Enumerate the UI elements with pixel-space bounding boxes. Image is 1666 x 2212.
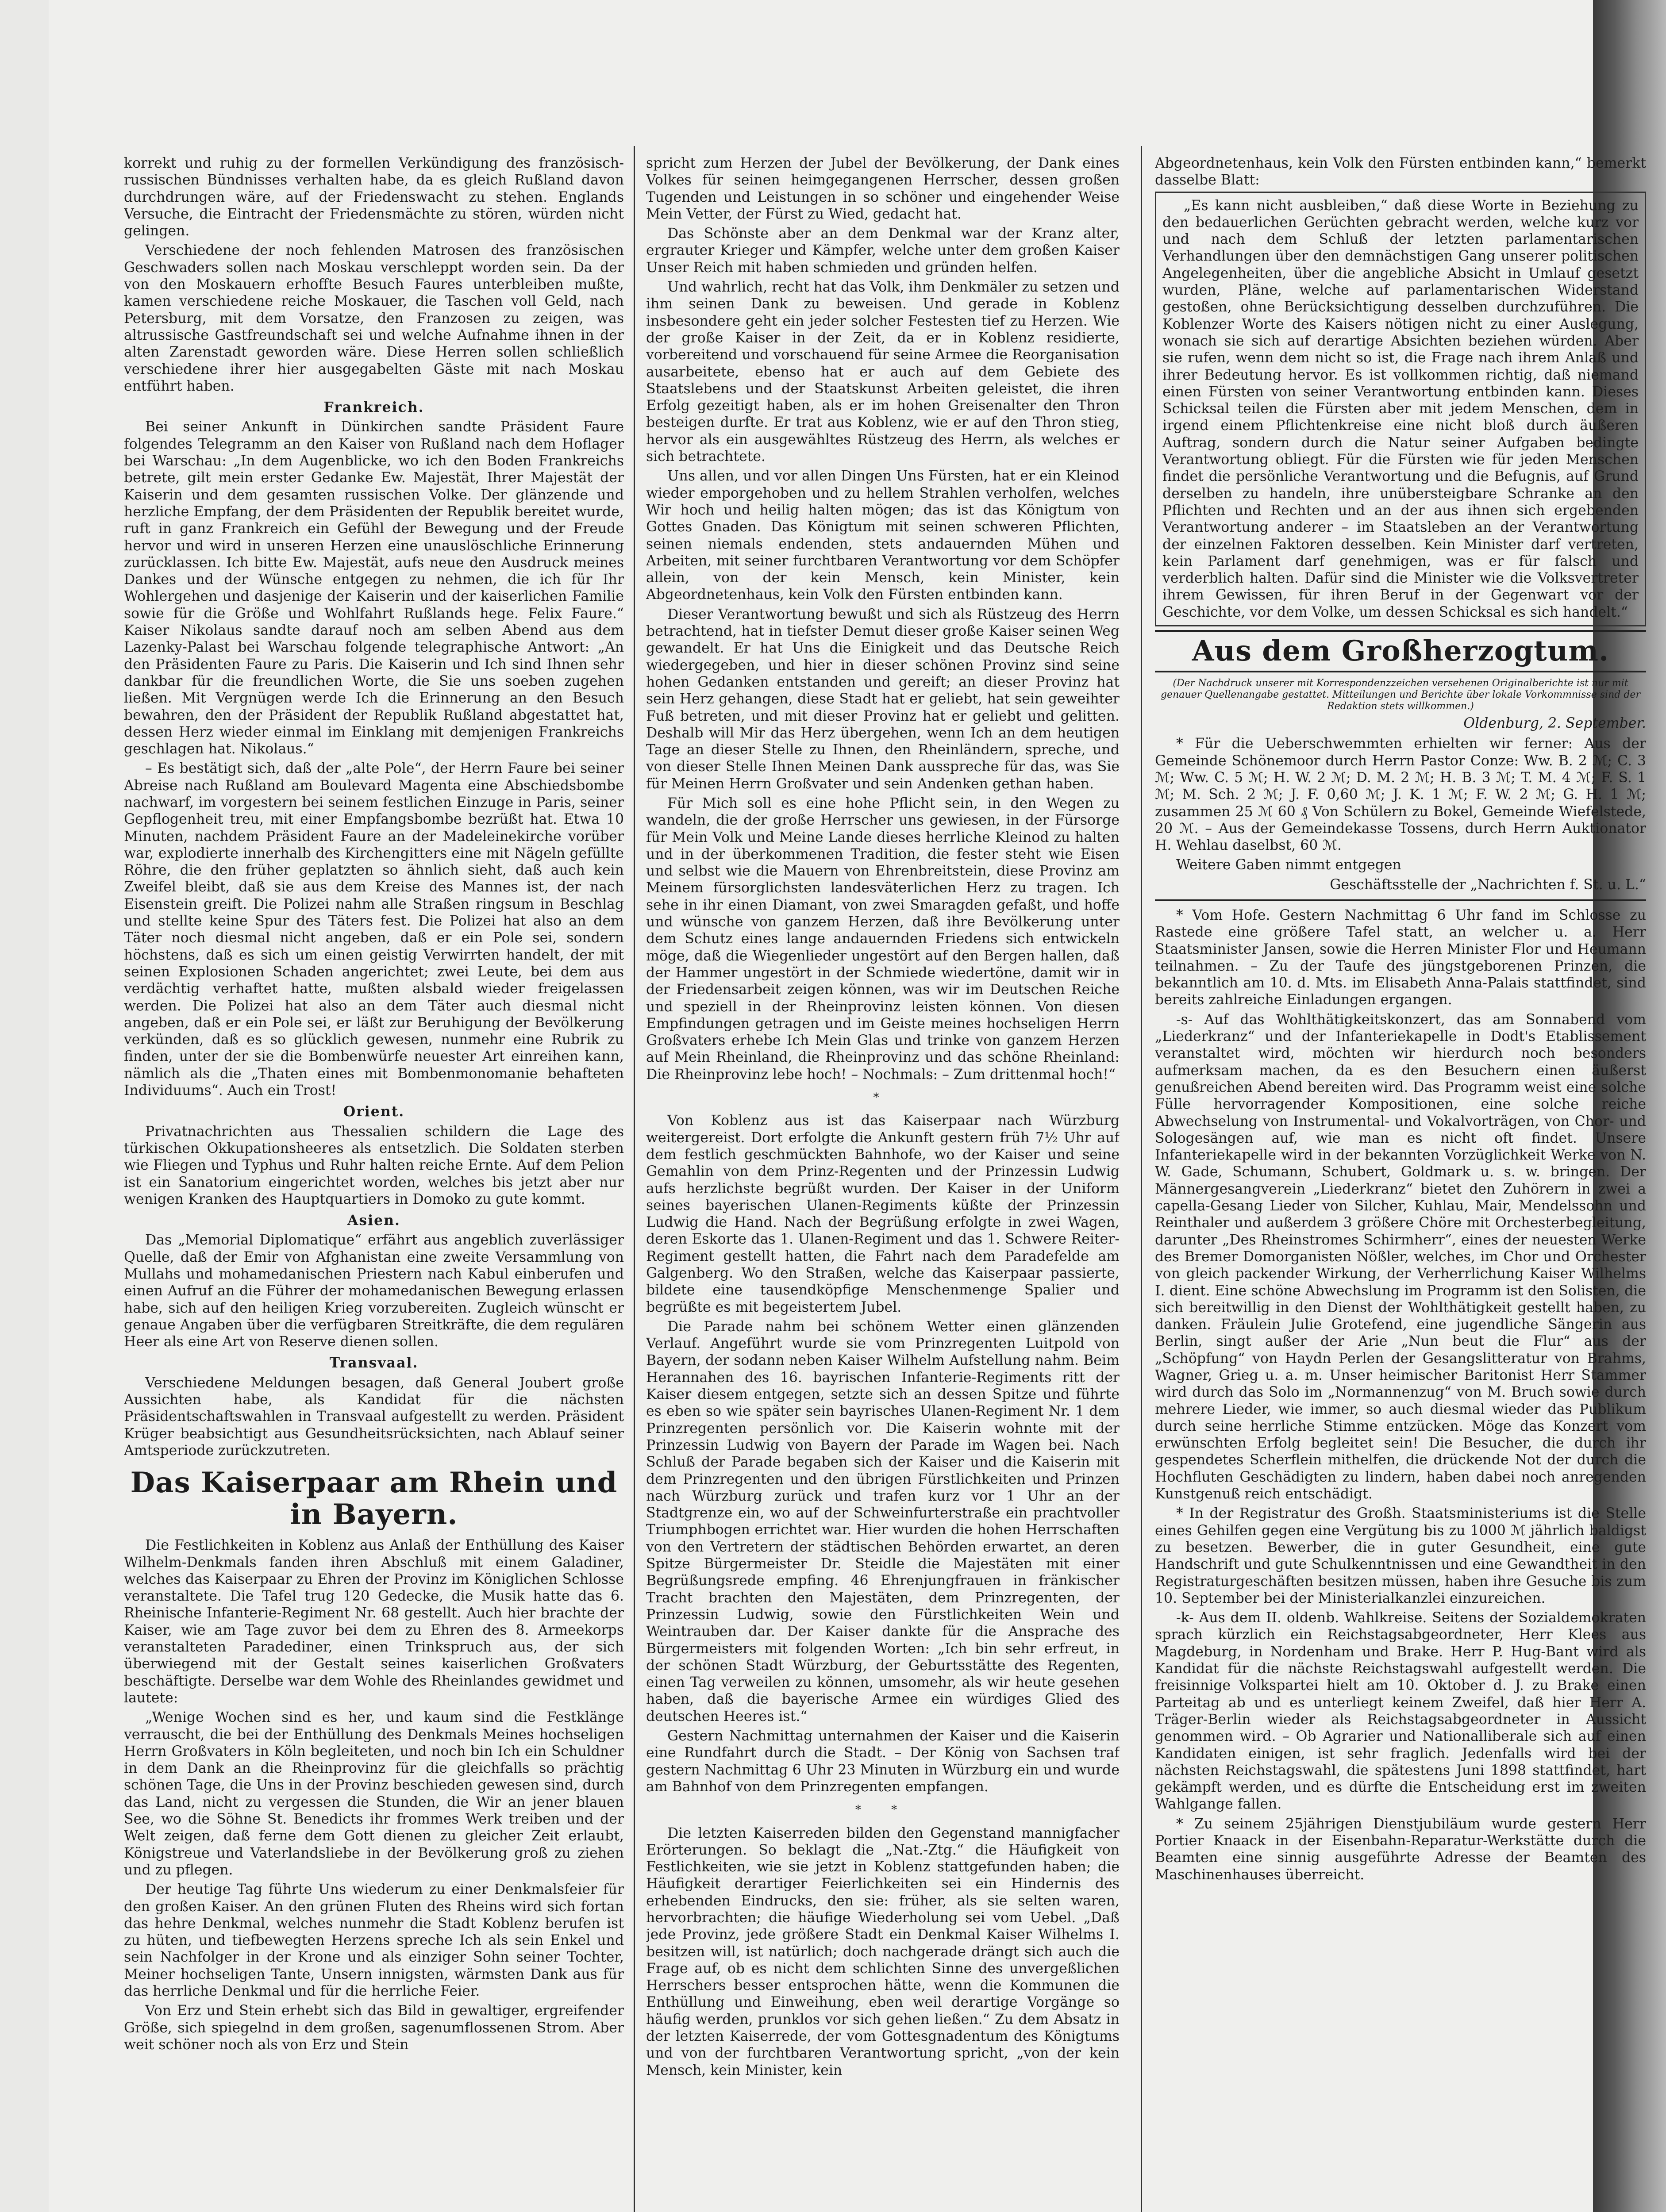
section-subheading: Asien. bbox=[347, 1212, 401, 1229]
article-paragraph: -s- Auf das Wohlthätigkeitskonzert, das am Sonnabend vom „Liederkranz“ und der Infanteriekapelle in Dodt's Etablissement veranstaltet wird, möchten wir hierdurch noch besonders aufmerksam machen, da es den Besuchern einen äußerst genußreichen Abend bereiten wird. Das Programm weist eine solche Fülle hervorragender Kompositionen, eine solche reiche Abwechselung von Instrumental- und Vokalvorträgen, von Chor- und Sologesängen auf, wie man es nicht oft findet. Unsere Infanteriekapelle wird in der bekannten Vorzüglichkeit Werke von N. W. Gade, Schumann, Schubert, Goldmark u. s. w. bringen. Der Männergesangverein „Liederkranz“ bietet den Zuhörern in zwei a capella-Gesang Lieder von Silcher, Kuhlau, Mair, Mendelssohn und Reinthaler und außerdem 3 größere Chöre mit Orchesterbegleitung, darunter „Des Rheinstromes Schirmherr“, eines der neuesten Werke des Bremer Domorganisten Nößler, welches, im Chor und Orchester von gleich packender Wirkung, der Verherrlichung Kaiser Wilhelms I. dient. Eine schöne Abwechslung im Programm ist den Solisten, die sich bereitwillig in den Dienst der Wohlthätigkeit gestellt haben, zu danken. Fräulein Julie Grotefend, eine jugendliche Sängerin aus Berlin, singt außer der Arie „Nun beut die Flur“ aus der „Schöpfung“ von Haydn Perlen der Gesangslitteratur von Brahms, Wagner, Grieg u. a. m. Unser heimischer Baritonist Herr Stammer wird durch das Solo im „Normannenzug“ von M. Bruch sowie durch mehrere Lieder, wie immer, so auch diesmal wieder das Publikum durch seine herrliche Stimme entzücken. Möge das Konzert vom erwünschten Erfolg begleitet sein! Die Besucher, die durch ihr gespendetes Scherflein mithelfen, die drückende Not der durch die Hochfluten Geschädigten zu lindern, haben dabei noch anregenden Kunstgenuß reich entschädigt. bbox=[1155, 1011, 1646, 1502]
column-3 bbox=[1155, 155, 1646, 2212]
article-paragraph: Von Erz und Stein erhebt sich das Bild in gewaltiger, ergreifender Größe, sich spiegelnd in dem großen, sagenumflossenen Strom. Aber weit schöner noch als von Erz und Stein bbox=[124, 2003, 624, 2053]
article-paragraph: – Es bestätigt sich, daß der „alte Pole“, der Herrn Faure bei seiner Abreise nach Rußland am Boulevard Magenta eine Abschiedsbombe nachwarf, im vorgestern bei seinem festlichen Einzuge in Paris, seiner Gepflogenheit treu, mit einer Empfangsbombe bezrüßt hat. Etwa 10 Minuten, nachdem Präsident Faure an der Madeleinekirche vorüber war, explodierte innerhalb des Kirchengitters eine mit Nägeln gefüllte Röhre, die den früher geplatzten so ähnlich sieht, daß auch kein Zweifel bleibt, daß sie aus dem Kreise des Mannes ist, der nach Eisenstein greift. Die Polizei nahm alle Straßen ringsum in Beschlag und stellte keine Spur des Täters fest. Die Polizei hat also an dem Täter noch diesmal nicht angeben, daß er ein Pole sei, sondern höchstens, daß es sich um einen geistig Verwirrten handelt, der mit seinen Explosionen Schaden angerichtet; zwei Leute, bei dem aus verdächtig verhaftet hatte, mußten alsbald wieder freigelassen werden. Die Polizei hat also an dem Täter auch diesmal nicht angeben, daß er ein Pole sei, er läßt zur Beruhigung der Bevölkerung verkünden, daß es so glücklich gewesen, nunmehr eine Rubrik zu finden, unter der sie die Bombenwürfe neuester Art einreihen kann, nämlich als die „Thaten eines mit Bombenmonomanie behafteten Individuums“. Auch ein Trost! bbox=[124, 760, 624, 1099]
article-paragraph: Uns allen, und vor allen Dingen Uns Fürsten, hat er ein Kleinod wieder emporgehoben und zu hellem Strahlen verholfen, welches Wir hoch und heilig halten mögen; das ist das Königtum von Gottes Gnaden. Das Königtum mit seinen schweren Pflichten, seinen niemals endenden, stets andauernden Mühen und Arbeiten, mit seiner furchtbaren Verantwortung vor dem Schöpfer allein, von der kein Mensch, kein Minister, kein Abgeordnetenhaus, kein Volk den Fürsten entbinden kann. bbox=[646, 468, 1120, 603]
section-subheading: Frankreich. bbox=[323, 399, 424, 416]
article-paragraph: Die letzten Kaiserreden bilden den Gegenstand mannigfacher Erörterungen. So beklagt die „Nat.-Ztg.“ die Häufigkeit von Festlichkeiten, wie sie jetzt in Koblenz stattgefunden haben; die Häufigkeit derartiger Feierlichkeiten sei ein Hindernis des erhebenden Eindrucks, den sie: früher, als sie selten waren, hervorbrachten; die häufige Wiederholung sei vom Uebel. „Daß jede Provinz, jede größere Stadt ein Denkmal Kaiser Wilhelms I. besitzen will, ist natürlich; doch nachgerade drängt sich auch die Frage auf, ob es nicht dem schlichten Sinne des unvergeßlichen Herrschers besser entsprochen hätte, wenn die Kommunen die Enthüllung und Einweihung, eben weil derartige Vorgänge so häufig werden, prunklos vor sich gehen ließen.“ Zu dem Absatz in der letzten Kaiserrede, der vom Gottesgnadentum des Königtums und von der furchtbaren Verantwortung spricht, „von der kein Mensch, kein Minister, kein bbox=[646, 1825, 1120, 2078]
article-paragraph: „Wenige Wochen sind es her, und kaum sind die Festklänge verrauscht, die bei der Enthüllung des Denkmals Meines hochseligen Herrn Großvaters in Köln begleiteten, und noch bin Ich ein Schuldner in dem Dank an die Rheinprovinz für die gleichfalls so prächtig schönen Tage, die Uns in der Provinz beschieden gewesen sind, durch das Land, nicht zu vergessen die Stunden, die Wir an jener blauen See, wo die Söhne St. Benedicts ihr frommes Werk treiben und der Welt zeigen, daß ferne dem Gott dienen zu gleicher Zeit erlaubt, Königstreue und Vaterlandsliebe in der Bevölkerung groß zu ziehen und zu pflegen. bbox=[124, 1709, 624, 1878]
article-paragraph: * Für die Ueberschwemmten erhielten wir ferner: Aus der Gemeinde Schönemoor durch Herrn Pastor Conze: Ww. B. 2 ℳ; C. 3 ℳ; Ww. C. 5 ℳ; H. W. 2 ℳ; D. M. 2 ℳ; H. B. 3 ℳ; T. M. 4 ℳ; F. S. 1 ℳ; M. Sch. 2 ℳ; J. F. 0,60 ℳ; J. K. 1 ℳ; F. W. 2 ℳ; G. H. 1 ℳ; zusammen 25 ℳ 60 ₰ Von Schülern zu Bokel, Gemeinde Wiefelstede, 20 ℳ. – Aus der Gemeindekasse Tossens, durch Herrn Auktionator H. Wehlau daselbst, 60 ℳ. bbox=[1155, 736, 1646, 854]
article-paragraph: „Es kann nicht ausbleiben,“ daß diese Worte in Beziehung zu den bedauerlichen Gerüchten gebracht werden, welche kurz vor und nach dem Schluß der letzten parlamentarischen Verhandlungen über den demnächstigen Gang unserer politischen Angelegenheiten, über die angebliche Absicht in Umlauf gesetzt wurden, Pläne, welche auf parlamentarischen Widerstand gestoßen, ohne Berücksichtigung desselben durchzuführen. Die Koblenzer Worte des Kaisers nötigen nicht zu einer Auslegung, wonach sie sich auf derartige Absichten beziehen würden. Aber sie rufen, wenn dem nicht so ist, die Frage nach ihrem Anlaß und ihrer Bedeutung hervor. Es ist vollkommen richtig, daß niemand einen Fürsten von seiner Verantwortung entbinden kann. Dieses Schicksal teilen die Fürsten aber mit jedem Menschen, dem in irgend einem Pflichtenkreise eine nicht bloß durch äußeren Auftrag, sondern durch die Natur seiner Aufgaben bedingte Verantwortung obliegt. Für die Fürsten wie für jeden Menschen findet die persönliche Verantwortung und die Befugnis, auf Grund derselben zu handeln, ihre unübersteigbare Schranke an den Pflichten und Rechten und an der aus ihnen sich ergebenden Verantwortung anderer – im Staatsleben an der Verantwortung der einzelnen Faktoren desselben. Kein Minister darf vertreten, kein Parlament darf genehmigen, was er für falsch und verderblich halten. Dafür sind die Minister wie die Volksvertreter ihrem Gewissen, für ihren Beruf in der Gegenwart vor der Geschichte, vor dem Volke, um dessen Schicksal es sich handelt.“ bbox=[1155, 192, 1646, 626]
article-paragraph: Das „Memorial Diplomatique“ erfährt aus angeblich zuverlässiger Quelle, daß der Emir von Afghanistan eine zweite Versammlung von Mullahs und mohamedanischen Priestern nach Kabul einberufen und einen Aufruf an die Führer der mohamedanischen Bewegung erlassen habe, sich auf den heiligen Krieg vorzubereiten. Zugleich wünscht er genaue Angaben über die verfügbaren Streitkräfte, die dem regulären Heer als eine Art von Reserve dienen sollen. bbox=[124, 1232, 624, 1350]
asterisk-divider: * * bbox=[855, 1803, 911, 1817]
article-paragraph: Für Mich soll es eine hohe Pflicht sein, in den Wegen zu wandeln, die der große Herrscher uns gewiesen, in der Fürsorge für Mein Volk und Meine Lande dieses herrliche Kleinod zu halten und in der überkommenen Tradition, die fester steht wie Eisen und selbst wie die Mauern von Ehrenbreitstein, diese Provinz am Meinem fürsorglichsten landesväterlichen Herz zu tragen. Ich sehe in ihr einen Diamant, von zwei Smaragden gefaßt, und hoffe und wünsche von ganzem Herzen, daß ihre Bevölkerung unter dem Schutz eines lange andauernden Friedens sich entwickeln möge, daß die Wiegenlieder ungestört auf den Bergen hallen, daß der Hammer ungestört in der Schmiede wiedertöne, damit wir in der Friedensarbeit zeigen können, was wir im Deutschen Reiche und speziell in der Rheinprovinz leisten können. Von diesen Empfindungen getragen und im Geiste meines hochseligen Herrn Großvaters erhebe Ich Mein Glas und trinke von ganzem Herzen auf Mein Rheinland, die Rheinprovinz und das schöne Rheinland: Die Rheinprovinz lebe hoch! – Nochmals: – Zum drittenmal hoch!“ bbox=[646, 795, 1120, 1083]
column-rule-2 bbox=[1141, 146, 1142, 2212]
article-paragraph: Die Parade nahm bei schönem Wetter einen glänzenden Verlauf. Angeführt wurde sie vom Prinzregenten Luitpold von Bayern, der sodann neben Kaiser Wilhelm Aufstellung nahm. Beim Herannahen des 16. bayrischen Infanterie-Regiments ritt der Kaiser diesem entgegen, setzte sich an dessen Spitze und führte es eben so wie später sein bayrisches Ulanen-Regiment Nr. 1 dem Prinzregenten persönlich vor. Die Kaiserin wohnte mit der Prinzessin Ludwig von Bayern der Parade im Wagen bei. Nach Schluß der Parade begaben sich der Kaiser und die Kaiserin mit dem Prinzregenten und den übrigen Fürstlichkeiten und Prinzen nach Würzburg zurück und trafen kurz vor 1 Uhr an der Stadtgrenze ein, wo auf der Schweinfurterstraße ein prachtvoller Triumphbogen errichtet war. Hier wurden die hohen Herrschaften von den Vertretern der städtischen Behörden erwartet, an deren Spitze Bürgermeister Dr. Steidle die Majestäten mit einer Begrüßungsrede empfing. 46 Ehrenjungfrauen in fränkischer Tracht brachten den Majestäten, dem Prinzregenten, der Prinzessin Ludwig, sowie den Fürstlichkeiten Wein und Weintrauben dar. Der Kaiser dankte für die Ansprache des Bürgermeisters mit folgenden Worten: „Ich bin sehr erfreut, in der schönen Stadt Würzburg, der Geburtsstätte des Regenten, einen Tag verweilen zu können, umsomehr, als wir heute gesehen haben, daß die bayerische Armee ein würdiges Glied des deutschen Heeres ist.“ bbox=[646, 1318, 1120, 1724]
article-paragraph: Privatnachrichten aus Thessalien schildern die Lage des türkischen Okkupationsheeres als entsetzlich. Die Soldaten sterben wie Fliegen und Typhus und Ruhr halten reiche Ernte. Auf dem Pelion ist ein Sanatorium eingerichtet worden, welches bis jetzt aber nur wenigen Kranken des Hauptquartiers in Domoko zu gute kommt. bbox=[124, 1123, 624, 1207]
reprint-note: (Der Nachdruck unserer mit Korrespondenzzeichen versehenen Originalberichte ist nur mit genauer Quellenangabe gestattet. Mitteilungen und Berichte über lokale Vorkommnisse sind der Redaktion stets willkommen.) bbox=[1161, 678, 1640, 712]
article-paragraph: Abgeordnetenhaus, kein Volk den Fürsten entbinden kann,“ bemerkt dasselbe Blatt: bbox=[1155, 155, 1646, 188]
dateline: Oldenburg, 2. September. bbox=[1463, 715, 1646, 732]
article-paragraph: Und wahrlich, recht hat das Volk, ihm Denkmäler zu setzen und ihm seinen Dank zu beweisen. Und gerade in Koblenz insbesondere geht ein jeder solcher Festesten tief zu Herzen. Wie der große Kaiser in der Zeit, da er in Koblenz residierte, vorbereitend und vorschauend für seine Armee die Reorganisation ausarbeitete, ebenso hat er auch auf dem Gebiete des Staatslebens und der Staatskunst Arbeiten geleistet, die ihren Erfolg gezeitigt haben, als er im hohen Greisenalter den Thron besteigen durfte. Er trat aus Koblenz, wie er auf den Thron stieg, hervor als ein ausgewähltes Rüstzeug des Herrn, als welches er sich betrachtete. bbox=[646, 279, 1120, 465]
column-2 bbox=[646, 155, 1120, 2212]
article-paragraph: spricht zum Herzen der Jubel der Bevölkerung, der Dank eines Volkes für seinen heimgegangenen Herrscher, dessen großen Tugenden und Leistungen in so schöner und eingehender Weise Mein Vetter, der Fürst zu Wied, gedacht hat. bbox=[646, 155, 1120, 222]
section-subheading: Transvaal. bbox=[329, 1355, 419, 1371]
article-paragraph: Verschiedene der noch fehlenden Matrosen des französischen Geschwaders sollen nach Moskau verschleppt worden sein. Da der von den Moskauern erhoffte Besuch Faures unterbleiben mußte, kamen verschiedene reiche Moskauer, die Taschen voll Geld, nach Petersburg, mit dem Vorsatze, den Franzosen zu zeigen, was altrussische Gastfreundschaft sei und welche Aufnahme ihnen in der alten Zarenstadt geworden wäre. Diese Herren sollen schließlich verschiedene ihrer hier ausgegabelten Gäste mit nach Moskau entführt haben. bbox=[124, 242, 624, 394]
article-paragraph: Geschäftsstelle der „Nachrichten f. St. u. L.“ bbox=[1330, 876, 1646, 893]
article-paragraph: korrekt und ruhig zu der formellen Verkündigung des französisch-russischen Bündnisses verhalten habe, da es gleich Rußland davon durchdrungen wäre, auf der Friedenswacht zu stehen. Englands Versuche, die Eintracht der Friedensmächte zu stören, würden nicht gelingen. bbox=[124, 155, 624, 239]
article-paragraph: * Zu seinem 25jährigen Dienstjubiläum wurde gestern Herr Portier Knaack in der Eisenbahn-Reparatur-Werkstätte durch die Beamten eine sinnig ausgeführte Adresse der Beamten des Maschinenhauses überreicht. bbox=[1155, 1816, 1646, 1883]
article-paragraph: * Vom Hofe. Gestern Nachmittag 6 Uhr fand im Schlosse zu Rastede eine größere Tafel statt, an welcher u. a. Herr Staatsminister Jansen, sowie die Herren Minister Flor und Heumann teilnahmen. – Zu der Taufe des jüngstgeborenen Prinzen, die bekanntlich am 10. d. Mts. im Elisabeth Anna-Palais stattfindet, sind bereits zahlreiche Einladungen ergangen. bbox=[1155, 907, 1646, 1008]
article-paragraph: Die Festlichkeiten in Koblenz aus Anlaß der Enthüllung des Kaiser Wilhelm-Denkmals fanden ihren Abschluß mit einem Galadiner, welches das Kaiserpaar zu Ehren der Provinz im Königlichen Schlosse veranstaltete. Die Tafel trug 120 Gedecke, die Musik hatte das 6. Rheinische Infanterie-Regiment Nr. 68 gestellt. Auch hier brachte der Kaiser, wie am Tage zuvor bei dem zu Ehren des 8. Armeekorps veranstalteten Paradediner, einen Trinkspruch aus, der sich überwiegend mit der Gestalt seines kaiserlichen Großvaters beschäftigte. Derselbe war dem Wohle des Rheinlandes gewidmet und lautete: bbox=[124, 1537, 624, 1706]
article-paragraph: Das Schönste aber an dem Denkmal war der Kranz alter, ergrauter Krieger und Kämpfer, welche unter dem großen Kaiser Unser Reich mit haben schmieden und gründen helfen. bbox=[646, 226, 1120, 276]
column-1 bbox=[124, 155, 624, 2212]
article-paragraph: Verschiedene Meldungen besagen, daß General Joubert große Aussichten habe, als Kandidat für die nächsten Präsidentschaftswahlen in Transvaal aufgestellt zu werden. Präsident Krüger beabsichtigt aus Gesundheitsrücksichten, nach Ablauf seiner Amtsperiode zurückzutreten. bbox=[124, 1375, 624, 1459]
section-headline: Aus dem Großherzogtum. bbox=[1155, 630, 1646, 672]
article-paragraph: Bei seiner Ankunft in Dünkirchen sandte Präsident Faure folgendes Telegramm an den Kaiser von Rußland nach dem Hoflager bei Warschau: „In dem Augenblicke, wo ich den Boden Frankreichs betrete, gilt mein erster Gedanke Ew. Majestät, Ihrer Majestät der Kaiserin und dem gesamten russischen Volke. Der glänzende und herzliche Empfang, der dem Präsidenten der Republik bereitet wurde, ruft in ganz Frankreich ein Gefühl der Bewegung und der Freude hervor und wird in unseren Herzen eine unauslöschliche Erinnerung zurücklassen. Ich bitte Ew. Majestät, aufs neue den Ausdruck meines Dankes und der Wünsche entgegen zu nehmen, die ich für Ihr Wohlergehen und dasjenige der Kaiserin und der kaiserlichen Familie sowie für die Größe und Wohlfahrt Rußlands hege. Felix Faure.“ Kaiser Nikolaus sandte darauf noch am selben Abend aus dem Lazenky-Palast bei Warschau folgende telegraphische Antwort: „An den Präsidenten Faure zu Paris. Die Kaiserin und Ich sind Ihnen sehr dankbar für die freundlichen Worte, die Sie uns soeben zugehen ließen. Mit Vergnügen werde Ich die Erinnerung an den Besuch bewahren, den der Präsident der Republik Rußland abgestattet hat, dessen Herz wieder einmal im Einklang mit demjenigen Frankreichs geschlagen hat. Nikolaus.“ bbox=[124, 419, 624, 757]
article-paragraph: Der heutige Tag führte Uns wiederum zu einer Denkmalsfeier für den großen Kaiser. An den grünen Fluten des Rheins wird sich fortan das hehre Denkmal, welches nunmehr die Stadt Koblenz berufen ist zu hüten, und tiefbewegten Herzens spreche Ich als sein Enkel und sein Nachfolger in der Krone und als einziger Sohn seiner Tochter, Meiner hochseligen Tante, Unsern innigsten, wärmsten Dank aus für das herrliche Denkmal und für die herrliche Feier. bbox=[124, 1882, 624, 1999]
article-paragraph: Weitere Gaben nimmt entgegen bbox=[1176, 857, 1401, 873]
article-paragraph: -k- Aus dem II. oldenb. Wahlkreise. Seitens der Sozialdemokraten sprach kürzlich ein Reichstagsabgeordneter, Herr Klees aus Magdeburg, in Nordenham und Brake. Herr P. Hug-Bant wird als Kandidat für die nächste Reichstagswahl aufgestellt werden. Die freisinnige Volkspartei hielt am 10. Oktober d. J. zu Brake einen Parteitag ab und es unterliegt keinem Zweifel, daß hier Herr A. Träger-Berlin wieder als Reichstagsabgeordneter in Aussicht genommen wird. – Ob Agrarier und Nationalliberale sich auf einen Kandidaten einigen, ist sehr fraglich. Jedenfalls wird bei der nächsten Reichstagswahl, die spätestens Juni 1898 stattfindet, hart gekämpft werden, und es dürfte die Entscheidung erst im zweiten Wahlgange fallen. bbox=[1155, 1610, 1646, 1813]
column-rule-1 bbox=[634, 146, 635, 2212]
asterisk-divider: * bbox=[873, 1091, 893, 1105]
section-subheading: Orient. bbox=[343, 1103, 405, 1120]
article-paragraph: Von Koblenz aus ist das Kaiserpaar nach Würzburg weitergereist. Dort erfolgte die Ankunft gestern früh 7½ Uhr auf dem festlich geschmückten Bahnhofe, wo der Kaiser und seine Gemahlin von dem Prinz-Regenten und der Prinzessin Ludwig aufs herzlichste begrüßt wurden. Der Kaiser in der Uniform seines bayerischen Ulanen-Regiments küßte der Prinzessin Ludwig die Hand. Nach der Begrüßung erfolgte in zwei Wagen, deren Eskorte das 1. Ulanen-Regiment und das 1. Schwere Reiter-Regiment gestellt hatten, die Fahrt nach dem Paradefelde am Galgenberg. Wo den Straßen, welche das Kaiserpaar passierte, bildete eine tausendköpfige Menschenmenge Spalier und begrüßte es mit begeistertem Jubel. bbox=[646, 1113, 1120, 1315]
article-paragraph: * In der Registratur des Großh. Staatsministeriums ist die Stelle eines Gehilfen gegen eine Vergütung bis zu 1000 ℳ jährlich baldigst zu besetzen. Bewerber, die in guter Gesundheit, eine gute Handschrift und gute Schulkenntnissen und eine Gewandtheit in den Registraturgeschäften besitzen müssen, haben ihre Gesuche bis zum 10. September bei der Ministerialkanzlei einzureichen. bbox=[1155, 1505, 1646, 1606]
section-headline: Das Kaiserpaar am Rhein und in Bayern. bbox=[130, 1466, 618, 1532]
article-paragraph: Gestern Nachmittag unternahmen der Kaiser und die Kaiserin eine Rundfahrt durch die Stadt. – Der König von Sachsen traf gestern Nachmittag 6 Uhr 23 Minuten in Würzburg ein und wurde am Bahnhof von dem Prinzregenten empfangen. bbox=[646, 1728, 1120, 1795]
separator-rule bbox=[1155, 899, 1646, 901]
article-paragraph: Dieser Verantwortung bewußt und sich als Rüstzeug des Herrn betrachtend, hat in tiefster Demut dieser große Kaiser seinen Weg gewandelt. Er hat Uns die Einigkeit und das Deutsche Reich wiedergegeben, und hier in dieser schönen Provinz sind seine hohen Gedanken entstanden und gereift; an dieser Provinz hat sein Herz gehangen, diese Stadt hat er geliebt, hat sein geweihter Fuß betreten, und mit dieser Provinz hat er geliebt und gelitten. Deshalb will Mir das Herz übergehen, wenn Ich an dem heutigen Tage an dieser Stelle zu Ihnen, den Rheinländern, spreche, und von dieser Stelle Ihnen Meinen Dank ausspreche für das, was Sie für Meinen Herrn Großvater und sein Andenken gethan haben. bbox=[646, 606, 1120, 792]
